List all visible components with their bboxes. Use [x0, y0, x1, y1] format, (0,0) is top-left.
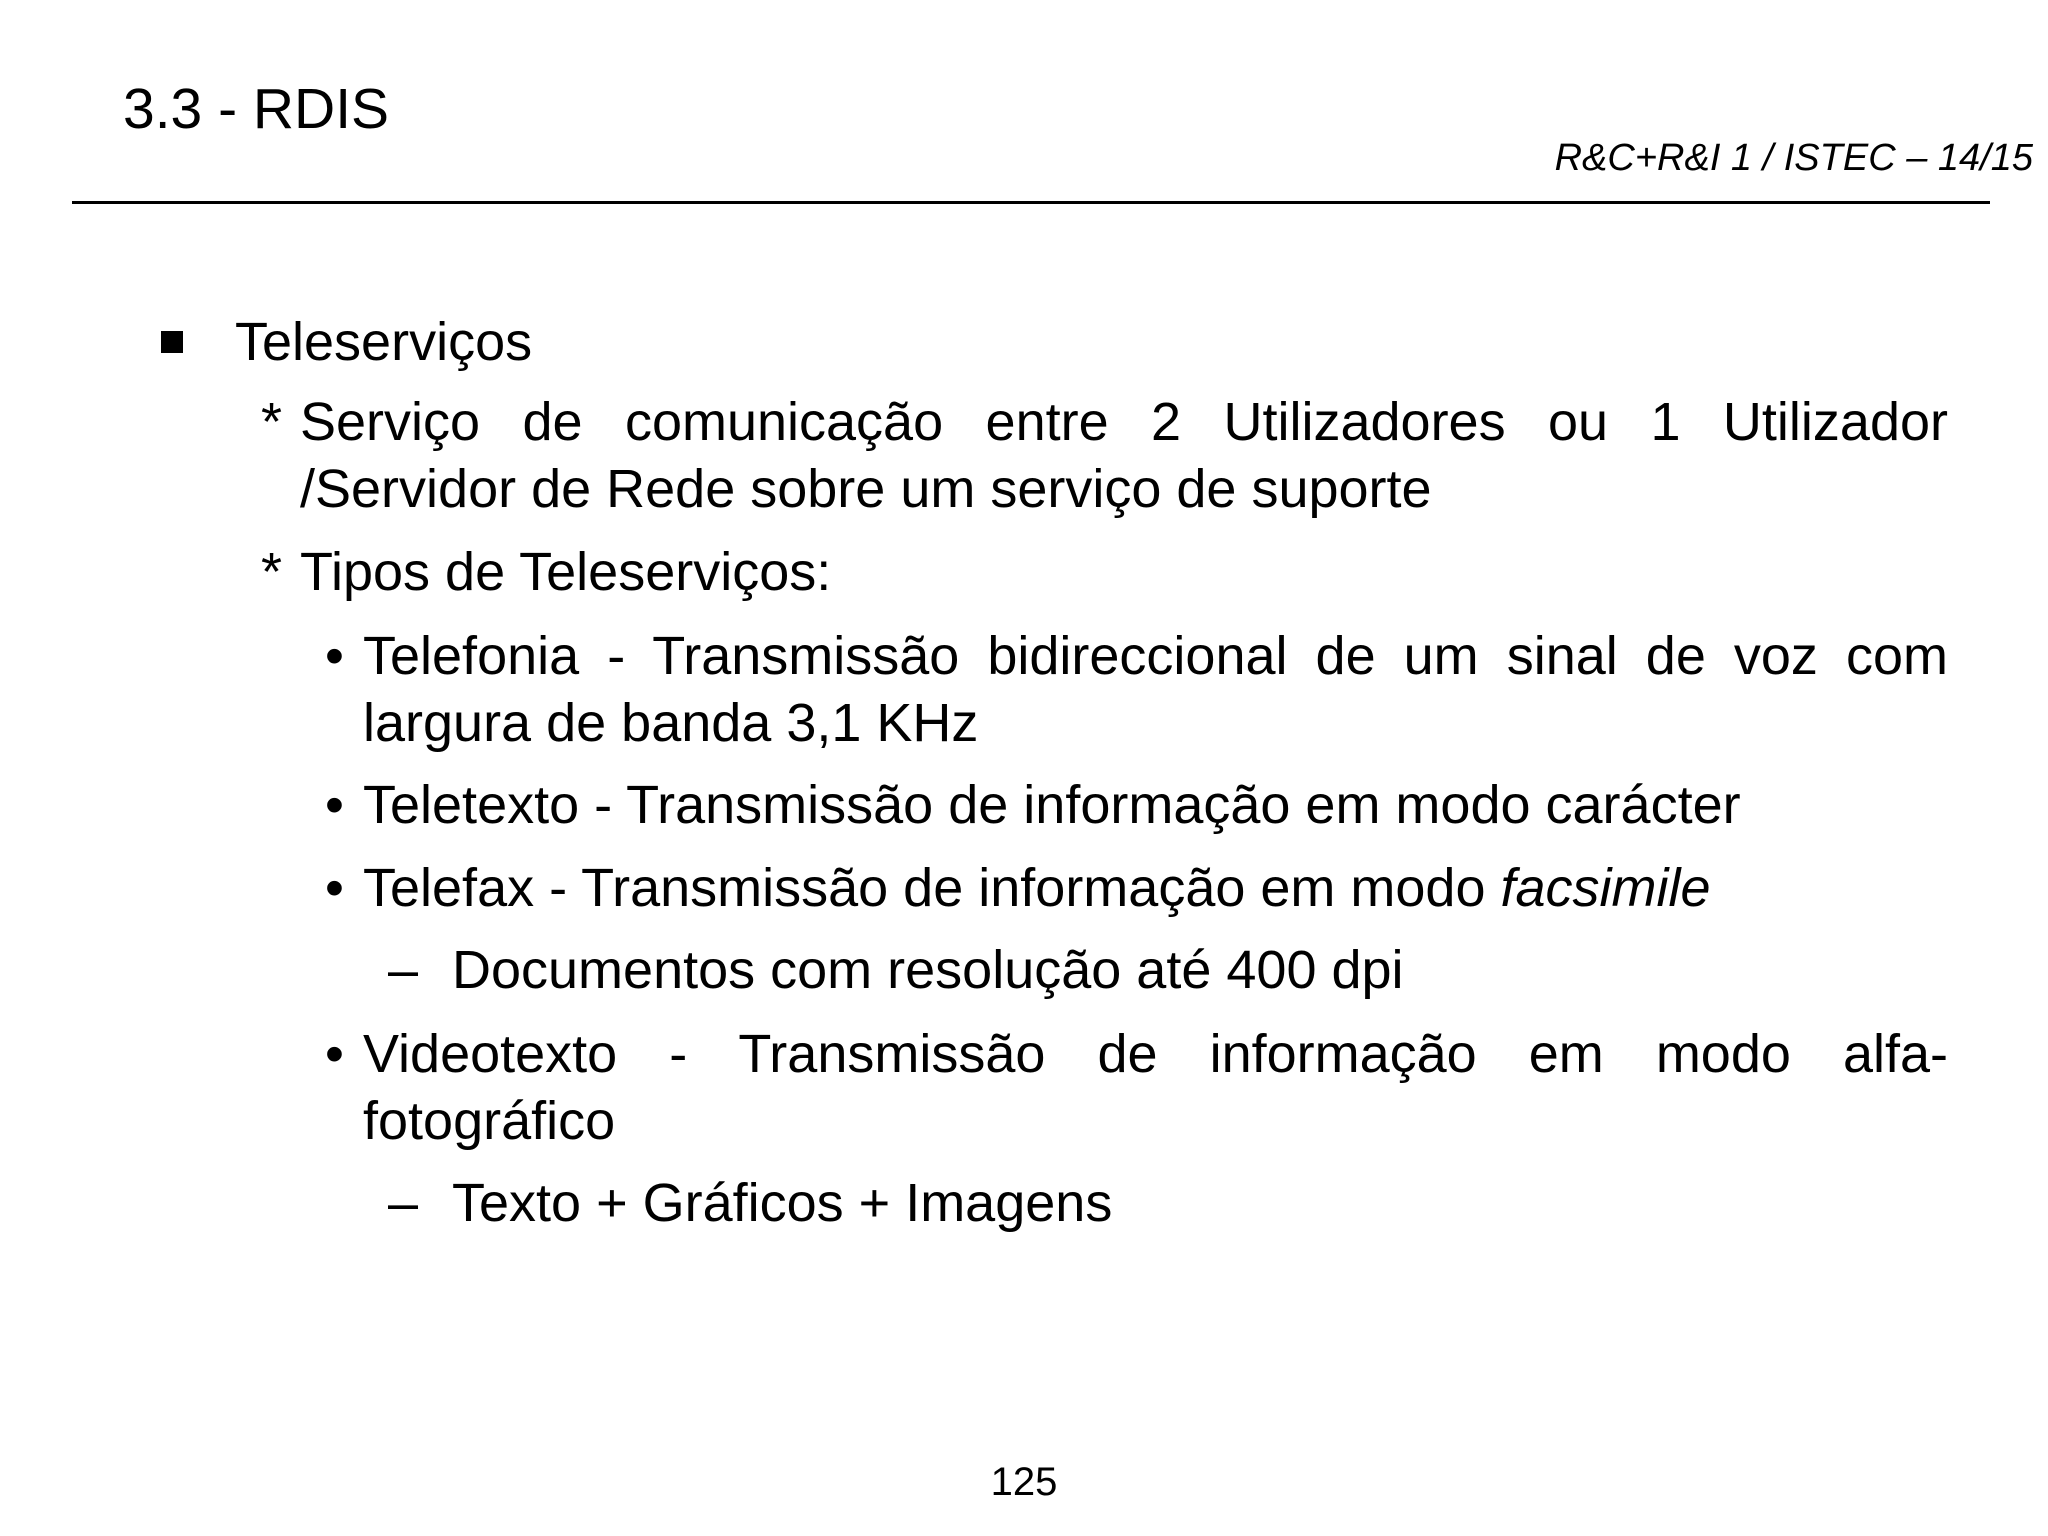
telefonia-line-1: Telefonia - Transmissão bidireccional de um sinal de voz com	[363, 626, 1948, 686]
description-line-1: Serviço de comunicação entre 2 Utilizadores ou 1 Utilizador	[300, 392, 1948, 452]
telefonia-line-2: largura de banda 3,1 KHz	[363, 693, 979, 753]
telefax-text: Telefax - Transmissão de informação em modo	[363, 858, 1501, 918]
bullet-marker: •	[325, 775, 344, 835]
telefax-line	[363, 856, 1711, 920]
page-number: 125	[990, 1460, 1058, 1504]
types-heading: Tipos de Teleserviços:	[300, 542, 832, 602]
section-heading: Teleserviços	[235, 312, 533, 372]
videotexto-detail: Texto + Gráficos + Imagens	[452, 1173, 1113, 1233]
slide-title: 3.3 - RDIS	[123, 77, 390, 141]
course-reference: R&C+R&I 1 / ISTEC – 14/15	[1554, 137, 2033, 179]
square-bullet-icon	[161, 331, 183, 353]
teletexto-line: Teletexto - Transmissão de informação em modo carácter	[363, 775, 1741, 835]
bullet-marker: •	[325, 1024, 344, 1084]
asterisk-marker: *	[261, 392, 283, 452]
description-line-2: /Servidor de Rede sobre um serviço de suporte	[300, 459, 1432, 519]
asterisk-marker: *	[261, 542, 283, 602]
videotexto-line-2: fotográfico	[363, 1091, 616, 1151]
videotexto-line-1: Videotexto - Transmissão de informação em modo alfa-	[363, 1024, 1948, 1084]
header-divider	[72, 201, 1990, 204]
bullet-marker: •	[325, 626, 344, 686]
dash-marker: –	[388, 940, 419, 1000]
bullet-marker: •	[325, 858, 344, 918]
telefax-detail: Documentos com resolução até 400 dpi	[452, 940, 1404, 1000]
dash-marker: –	[388, 1173, 419, 1233]
telefax-italic-term: facsimile	[1500, 858, 1711, 918]
